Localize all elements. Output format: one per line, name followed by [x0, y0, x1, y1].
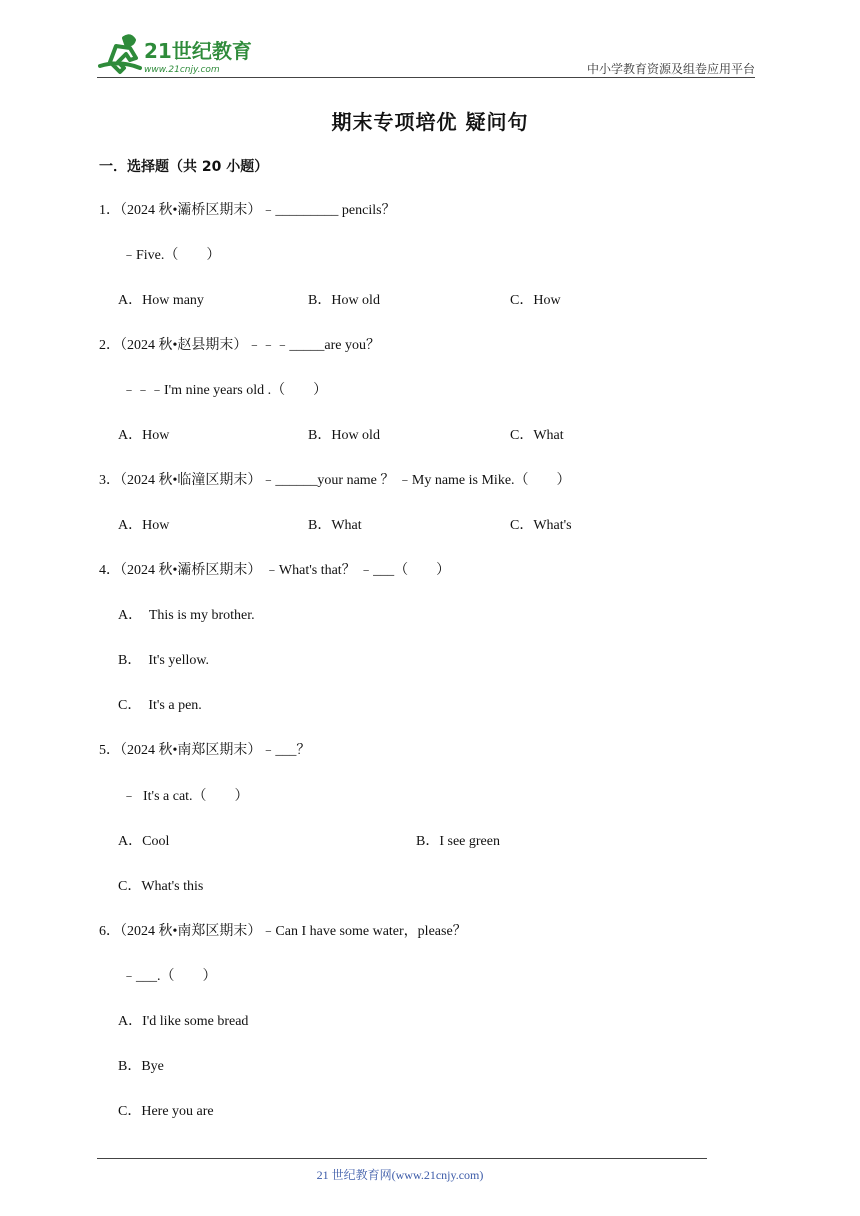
question-3-option-b[interactable]: B．What [308, 518, 362, 533]
question-1-stem: 1．（2024 秋•灞桥区期末）﹣_________ pencils？ [99, 203, 396, 218]
question-2-reply: ﹣﹣﹣I'm nine years old .（ ） [122, 383, 328, 398]
header-divider [97, 77, 755, 78]
question-5-option-c[interactable]: C．What's this [118, 879, 204, 894]
question-1-option-c[interactable]: C．How [510, 293, 561, 308]
question-6-option-a[interactable]: A．I'd like some bread [118, 1014, 249, 1029]
svg-text:www.21cnjy.com: www.21cnjy.com [144, 65, 220, 75]
question-6-stem: 6．（2024 秋•南郑区期末）﹣Can I have some water，please？ [99, 924, 467, 939]
footer-divider [97, 1158, 707, 1159]
question-2-option-a[interactable]: A．How [118, 428, 170, 443]
document-title: 期末专项培优 疑问句 [331, 110, 529, 134]
question-6-reply: ﹣___.（ ） [122, 969, 217, 984]
question-4-stem: 4．（2024 秋•灞桥区期末） ﹣What's that？ ﹣___（ ） [99, 563, 451, 578]
question-6-option-b[interactable]: B．Bye [118, 1059, 164, 1074]
question-2-option-b[interactable]: B．How old [308, 428, 380, 443]
question-6-option-c[interactable]: C．Here you are [118, 1104, 214, 1119]
question-2-stem: 2．（2024 秋•赵县期末）﹣﹣﹣_____are you？ [99, 338, 380, 353]
svg-text:21世纪教育: 21世纪教育 [144, 39, 252, 63]
question-4-option-b[interactable]: B． It's yellow. [118, 653, 210, 668]
question-5-reply: ﹣ It's a cat.（ ） [122, 789, 249, 804]
question-5-option-a[interactable]: A．Cool [118, 834, 170, 849]
question-1-option-a[interactable]: A．How many [118, 293, 204, 308]
question-2-option-c[interactable]: C．What [510, 428, 564, 443]
footer-text[interactable]: 21 世纪教育网(www.21cnjy.com) [316, 1168, 484, 1182]
question-5-option-b[interactable]: B．I see green [416, 834, 500, 849]
runner-icon [100, 36, 140, 72]
question-5-stem: 5．（2024 秋•南郑区期末）﹣___？ [99, 743, 311, 758]
question-4-option-a[interactable]: A． This is my brother. [118, 608, 255, 623]
question-3-stem: 3．（2024 秋•临潼区期末）﹣______your name ？ ﹣My name is Mike.（ ） [99, 473, 571, 488]
header-right-text: 中小学教育资源及组卷应用平台 [586, 62, 755, 76]
question-3-option-a[interactable]: A．How [118, 518, 170, 533]
question-1-option-b[interactable]: B．How old [308, 293, 380, 308]
question-3-option-c[interactable]: C．What's [510, 518, 572, 533]
site-logo [96, 32, 266, 76]
section-heading: 一．选择题（共 20 小题） [99, 159, 269, 175]
question-1-reply: ﹣Five.（ ） [122, 248, 221, 263]
question-4-option-c[interactable]: C． It's a pen. [118, 698, 202, 713]
